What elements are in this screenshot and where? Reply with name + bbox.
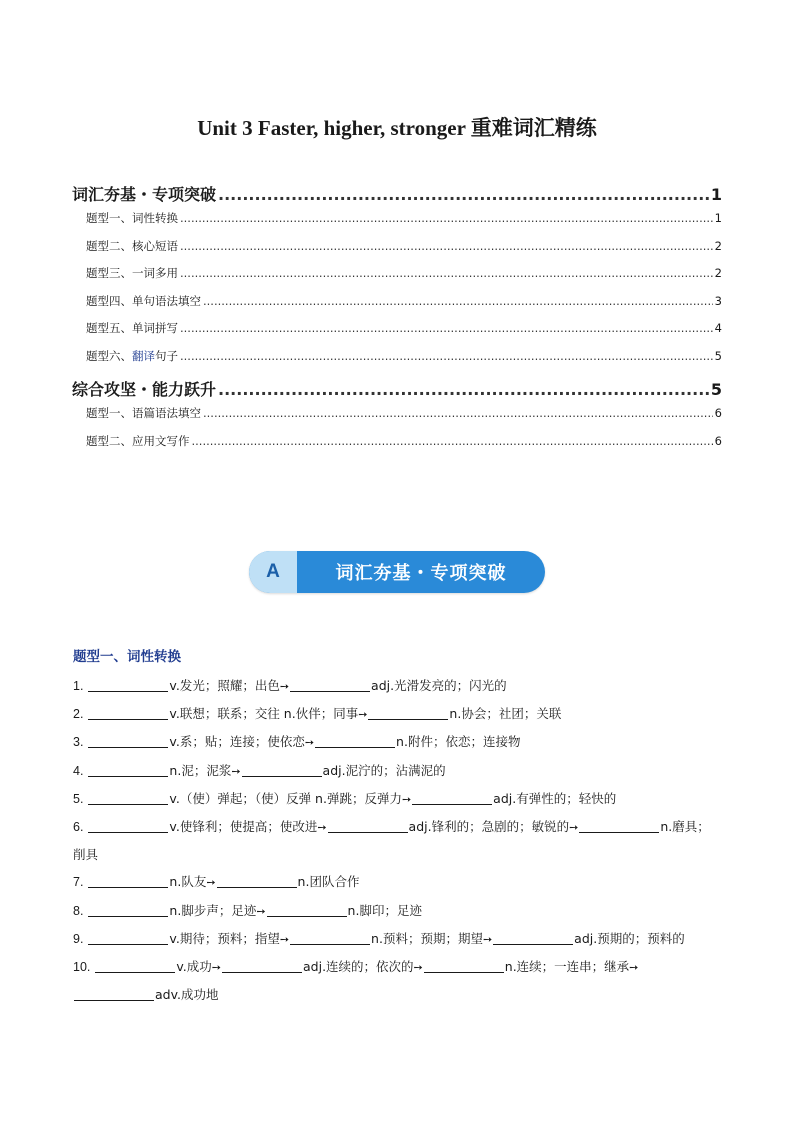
toc-entry-label: 单词拼写 <box>132 321 178 335</box>
item-number: 8. <box>73 903 84 918</box>
item-hint: adj.连续的；依次的 <box>303 959 414 975</box>
table-of-contents <box>72 180 722 460</box>
answer-blank[interactable] <box>267 902 347 917</box>
item-number: 6. <box>73 820 84 835</box>
answer-blank[interactable] <box>88 873 168 888</box>
item-hint: v.使锋利；使提高；使改进 <box>169 819 318 835</box>
toc-leader-dots <box>203 294 713 308</box>
answer-blank[interactable] <box>328 818 408 833</box>
exercise-item <box>73 925 721 953</box>
item-number: 5. <box>73 791 84 806</box>
item-number: 3. <box>73 735 84 750</box>
toc-entry-label: 核心短语 <box>132 238 178 253</box>
answer-blank[interactable] <box>88 677 168 692</box>
toc-entry-page: 6 <box>714 433 722 448</box>
toc-leader-dots <box>180 321 713 335</box>
answer-blank[interactable] <box>493 930 573 945</box>
item-hint: v.发光；照耀；出色 <box>169 678 280 693</box>
toc-entry-item[interactable] <box>72 405 722 433</box>
toc-entry-item[interactable] <box>72 238 722 266</box>
toc-entry-part2[interactable] <box>72 377 722 405</box>
toc-entry-item[interactable] <box>72 348 722 376</box>
banner-text: 词汇夯基・专项突破 <box>335 563 507 584</box>
toc-entry-item[interactable] <box>72 210 722 238</box>
section-banner <box>249 551 545 593</box>
item-number: 4. <box>73 763 84 778</box>
toc-leader-dots <box>192 434 713 448</box>
answer-blank[interactable] <box>88 705 168 720</box>
exercise-item <box>73 897 721 925</box>
toc-entry-item[interactable] <box>72 433 722 461</box>
toc-entry-prefix: 题型二、 <box>86 238 132 253</box>
answer-blank[interactable] <box>579 818 659 833</box>
page-title: Unit 3 Faster, higher, stronger 重难词汇精练 <box>197 116 597 140</box>
toc-entry-label: 语篇语法填空 <box>132 406 201 420</box>
arrow-icon: ➙ <box>358 708 368 722</box>
toc-entry-page: 1 <box>714 211 722 225</box>
item-hint: n.附件；依恋；连接物 <box>396 734 521 750</box>
exercise-item <box>73 868 721 896</box>
toc-entry-label: 一词多用 <box>132 266 178 280</box>
arrow-icon: ➙ <box>256 904 266 918</box>
exercise-item <box>73 757 721 785</box>
exercise-item <box>73 672 721 700</box>
arrow-icon: ➙ <box>569 821 579 835</box>
toc-leader-dots <box>180 266 713 280</box>
toc-entry-item[interactable] <box>72 265 722 293</box>
item-hint: adj.光滑发亮的；闪光的 <box>371 678 507 693</box>
toc-entry-highlight: 翻译 <box>132 348 155 363</box>
item-hint: n.团队合作 <box>297 874 360 890</box>
arrow-icon: ➙ <box>279 680 290 693</box>
toc-entry-label: 单句语法填空 <box>132 293 201 308</box>
toc-leader-dots <box>180 349 713 363</box>
arrow-icon: ➙ <box>304 736 315 750</box>
answer-blank[interactable] <box>88 762 168 777</box>
toc-entry-item[interactable] <box>72 320 722 348</box>
answer-blank[interactable] <box>88 930 168 945</box>
item-hint: v.系；贴；连接；使依恋 <box>169 734 305 750</box>
item-hint: v.联想；联系；交往 n.伙伴；同事 <box>169 706 359 722</box>
toc-entry-page: 2 <box>714 238 722 253</box>
toc-leader-dots <box>218 380 709 399</box>
answer-blank[interactable] <box>88 902 168 917</box>
toc-entry-page: 3 <box>714 293 722 308</box>
exercise-item <box>73 700 721 728</box>
arrow-icon: ➙ <box>211 961 221 975</box>
answer-blank[interactable] <box>242 762 322 777</box>
toc-entry-prefix: 题型三、 <box>86 266 132 280</box>
item-hint: adj.泥泞的；沾满泥的 <box>322 762 446 778</box>
toc-entry-page: 1 <box>710 185 722 204</box>
arrow-icon: ➙ <box>482 932 493 946</box>
toc-entry-page: 5 <box>710 380 722 399</box>
exercise-item <box>73 728 721 756</box>
answer-blank[interactable] <box>368 705 448 720</box>
answer-blank[interactable] <box>88 818 168 833</box>
item-hint: n.脚印；足迹 <box>347 902 422 918</box>
item-number: 9. <box>73 931 84 946</box>
toc-entry-prefix: 题型一、 <box>86 406 132 420</box>
item-hint: n.脚步声；足迹 <box>169 902 257 918</box>
toc-entry-page: 5 <box>714 348 722 363</box>
toc-entry-part1[interactable] <box>72 182 722 210</box>
toc-leader-dots <box>180 239 713 253</box>
toc-entry-label: 词性转换 <box>132 211 178 225</box>
answer-blank[interactable] <box>88 790 168 805</box>
toc-entry-page: 4 <box>714 321 722 335</box>
answer-blank[interactable] <box>88 733 168 748</box>
exercise-item <box>73 953 721 1008</box>
toc-entry-label: 综合攻坚・能力跃升 <box>72 380 217 399</box>
item-hint: adv.成功地 <box>155 987 219 1003</box>
toc-entry-prefix: 题型五、 <box>86 321 132 335</box>
answer-blank[interactable] <box>315 733 395 748</box>
answer-blank[interactable] <box>424 958 504 973</box>
toc-entry-label: 词汇夯基・专项突破 <box>72 185 217 204</box>
toc-entry-prefix: 题型四、 <box>86 293 132 308</box>
toc-entry-prefix: 题型二、 <box>86 433 132 448</box>
toc-entry-prefix: 题型一、 <box>86 211 132 225</box>
answer-blank[interactable] <box>217 873 297 888</box>
arrow-icon: ➙ <box>231 764 241 778</box>
answer-blank[interactable] <box>222 958 302 973</box>
toc-leader-dots <box>203 406 713 420</box>
arrow-icon: ➙ <box>279 932 290 946</box>
item-hint: n.协会；社团；关联 <box>449 706 562 722</box>
toc-entry-page: 2 <box>714 266 722 280</box>
exercise-list <box>73 672 721 1008</box>
toc-entry-item[interactable] <box>72 293 722 321</box>
item-hint: n.预料；预期；期望 <box>371 930 483 946</box>
toc-entry-label: 句子 <box>155 348 178 363</box>
item-hint: v.期待；预料；指望 <box>169 930 280 946</box>
item-number: 7. <box>73 875 84 890</box>
item-hint: adj.有弹性的；轻快的 <box>493 790 617 806</box>
answer-blank[interactable] <box>290 677 370 692</box>
banner-letter: A <box>249 551 297 593</box>
arrow-icon: ➙ <box>206 876 216 890</box>
item-hint: v.（使）弹起；（使）反弹 n.弹跳；反弹力 <box>169 790 402 806</box>
arrow-icon: ➙ <box>317 821 327 835</box>
answer-blank[interactable] <box>95 958 175 973</box>
item-hint: n.磨具；削具 <box>73 819 710 863</box>
toc-leader-dots <box>180 211 713 225</box>
item-number: 10. <box>73 960 91 975</box>
arrow-icon: ➙ <box>401 792 412 806</box>
answer-blank[interactable] <box>412 790 492 805</box>
item-hint: v.成功 <box>176 959 212 975</box>
toc-entry-page: 6 <box>714 406 722 420</box>
arrow-icon: ➙ <box>413 961 423 975</box>
toc-entry-label: 应用文写作 <box>132 433 190 448</box>
section-title: 题型一、词性转换 <box>73 649 181 665</box>
item-hint: adj.锋利的；急剧的；敏锐的 <box>408 819 570 835</box>
exercise-item <box>73 813 721 868</box>
item-number: 1. <box>73 679 84 693</box>
item-hint: n.队友 <box>169 874 207 890</box>
toc-entry-prefix: 题型六、 <box>86 348 132 363</box>
answer-blank[interactable] <box>74 986 154 1001</box>
toc-leader-dots <box>218 185 709 204</box>
exercise-item <box>73 785 721 813</box>
answer-blank[interactable] <box>290 930 370 945</box>
item-hint: adj.预期的；预料的 <box>574 930 685 946</box>
item-hint: n.泥；泥浆 <box>169 762 232 778</box>
arrow-icon: ➙ <box>629 961 639 975</box>
item-hint: n.连续；一连串；继承 <box>504 959 630 975</box>
item-number: 2. <box>73 707 84 722</box>
